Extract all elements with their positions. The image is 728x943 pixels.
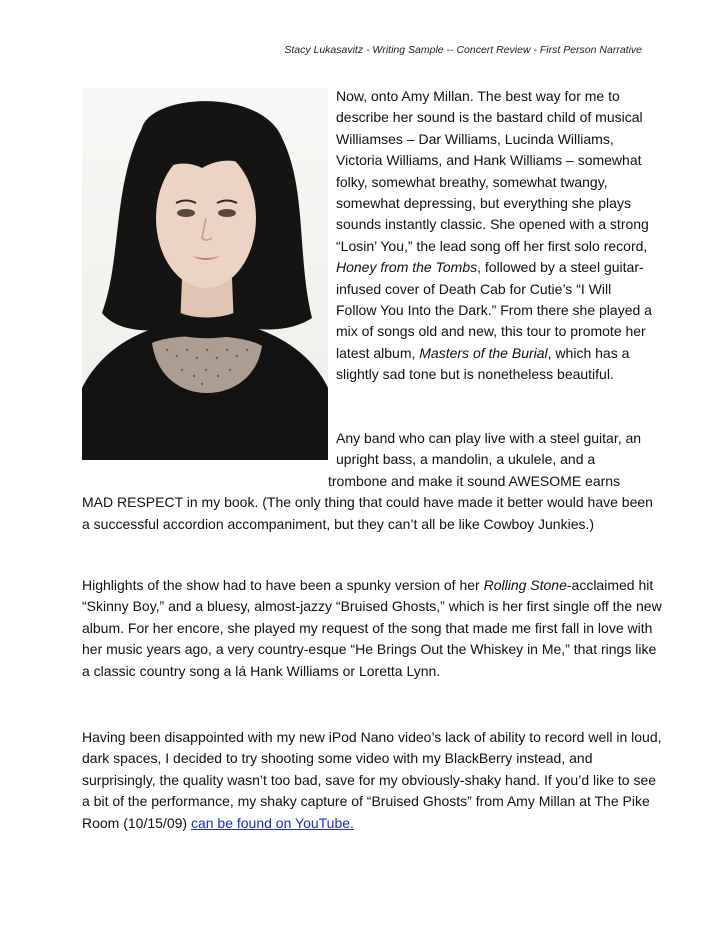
paragraph-video-text: Having been disappointed with my new iPod Nano video’s lack of ability to record well in loud, dark spaces, I decided to try shooting some video with my BlackBerry instead, and surprisingly, the quality wasn’t too bad, save for my obviously-shaky hand. If you’d like to see a bit of the performance, my shaky capture of “Bruised Ghosts” from Amy Millan at The Pike Room (10/15/09) — [82, 729, 662, 831]
paragraph-highlights-text-b: -acclaimed hit “Skinny Boy,” and a bluesy, almost-jazzy “Bruised Ghosts,” which is her first single off the new album. For her encore, she played my request of the song that made me first fall in love with her music years ago, a very country-esque “He Brings Out the Whiskey in Me,” that rings like a classic country song a lá Hank Williams or Loretta Lynn. — [82, 577, 662, 679]
youtube-link[interactable]: can be found on YouTube. — [190, 814, 354, 831]
paragraph-intro — [336, 86, 652, 386]
paragraph-intro-text-c: , which has a slightly sad tone but is nonetheless beautiful. — [336, 344, 630, 383]
paragraph-video — [82, 727, 662, 834]
artist-portrait-image — [82, 88, 328, 460]
paragraph-band-text-b: trombone and make it sound AWESOME earns — [328, 473, 621, 489]
paragraph-band-continued — [82, 471, 662, 535]
artist-photo — [82, 88, 328, 460]
paragraph-highlights-text-a: Highlights of the show had to have been a spunky version of her — [82, 577, 484, 593]
magazine-title: Rolling Stone — [483, 577, 567, 593]
paragraph-intro-text-b: , followed by a steel guitar-infused cover of Death Cab for Cutie’s “I Will Follow You Into the Dark.” From there she played a mix of songs old and new, this tour to promote her latest album, — [336, 259, 652, 361]
paragraph-band-text-c: MAD RESPECT in my book. (The only thing that could have made it better would have been a successful accordion accompaniment, but they can’t all be like Cowboy Junkies.) — [82, 494, 653, 532]
paragraph-intro-text-a: Now, onto Amy Millan. The best way for me to describe her sound is the bastard child of musical Williamses – Dar Williams, Lucinda Williams, Victoria Williams, and Hank Williams – somewhat folky, somewhat breathy, somewhat twangy, somewhat depressing, but everything she plays sounds instantly classic. She opened with a strong “Losin’ You,” the lead song off her first solo record, — [336, 88, 649, 254]
paragraph-band: Any band who can play live with a steel guitar, an upright bass, a mandolin, a ukulele, and a — [336, 430, 642, 468]
paragraph-highlights — [82, 575, 662, 682]
album-title-masters: Masters of the Burial — [419, 344, 548, 361]
album-title-honey: Honey from the Tombs — [336, 259, 478, 276]
document-header: Stacy Lukasavitz - Writing Sample -- Concert Review - First Person Narrative — [284, 44, 642, 56]
